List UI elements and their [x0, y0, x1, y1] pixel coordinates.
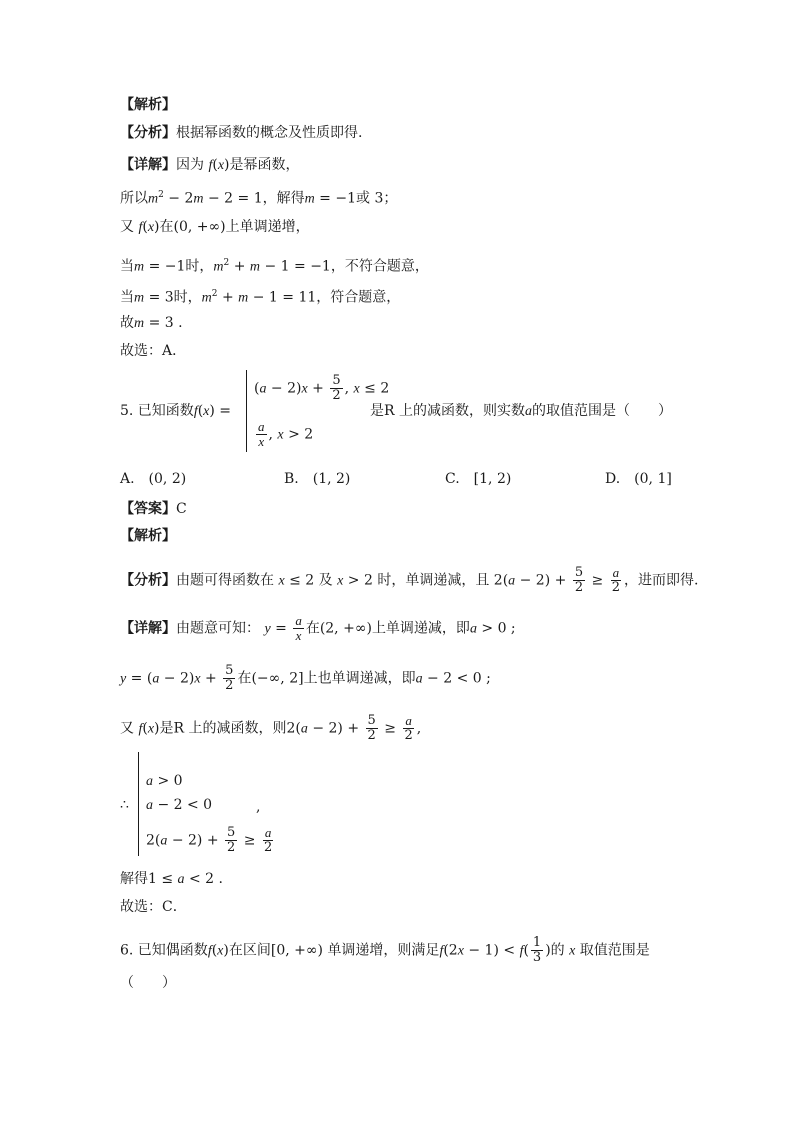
- system-row-1: a > 0: [146, 773, 183, 789]
- detail-line-6: 故m = 3 .: [120, 315, 183, 331]
- detail-line-5-2: y = (a − 2)x + $\frac{5}{2}$ 在(−∞, 2]上也单调递减，即a − 2 < 0 ;: [120, 663, 491, 693]
- q5-stem-b: 是R 上的减函数，则实数a的取值范围是（ ）: [370, 403, 672, 419]
- choose-line-5: 故选：C．: [120, 899, 187, 915]
- option-c: C. [1, 2): [445, 471, 512, 487]
- detail-line-5: 当m = 3时，$m^2 + m - 1 = 11$，符合题意，: [120, 289, 401, 306]
- choose-line-4: 故选：A．: [120, 343, 187, 359]
- detail-line-5-3: 又 f(x)是R 上的减函数，则2(a − 2) + $\frac{5}{2}$ ≥ $\frac{a}{2}$ ,: [120, 713, 422, 743]
- detail-line-4: 当m = −1时，$m^2 + m - 1 = -1$，不符合题意，: [120, 258, 429, 275]
- detail-line-3: 又 f(x)在(0, +∞)上单调递增，: [120, 219, 310, 235]
- piece-2: $\frac{a}{x}$ , x > 2: [258, 419, 314, 449]
- therefore-symbol: ∴: [120, 797, 129, 813]
- detail-line-1: 【详解】因为 f(x)是幂函数，: [120, 157, 300, 173]
- q5-stem-a: 5. 已知函数f(x) =: [120, 403, 232, 419]
- system-row-2: a − 2 < 0: [146, 797, 213, 813]
- q6-paren: （ ）: [120, 975, 176, 991]
- piece-1: (a − 2)x + $\frac{5}{2}$ , x ≤ 2: [254, 373, 390, 403]
- piecewise-brace: [246, 370, 247, 452]
- analysis-line-5: 【分析】由题可得函数在 x ≤ 2 及 x > 2 时，单调递减，且 2(a − 2) + $\frac{5}{2}$ ≥ $\frac{a}{2}$ ，进而即得.: [120, 565, 699, 595]
- system-brace: [138, 752, 139, 856]
- system-comma: ,: [256, 799, 261, 815]
- detail-line-2: 所以$m^2 - 2m - 2 = 1$，解得m = −1或 3；: [120, 190, 398, 207]
- jiexi-header: 【解析】: [120, 97, 176, 113]
- answer-line: 【答案】C: [120, 501, 187, 517]
- option-a: A. (0, 2): [120, 471, 187, 487]
- analysis-line: 【分析】根据幂函数的概念及性质即得.: [120, 125, 363, 141]
- option-b: B. (1, 2): [284, 471, 351, 487]
- detail-line-5-1: 【详解】由题意可知： y = $\frac{a}{x}$ 在(2, +∞)上单调递减，即a > 0 ;: [120, 613, 516, 643]
- jiexi-header-5: 【解析】: [120, 528, 176, 544]
- q6-stem: 6. 已知偶函数f(x)在区间[0, +∞) 单调递增，则满足f(2x − 1) < f( $\frac{1}{3}$ )的 x 取值范围是: [120, 935, 650, 965]
- system-row-3: 2(a − 2) + $\frac{5}{2}$ ≥ $\frac{a}{2}$: [146, 825, 273, 855]
- solution-line: 解得1 ≤ a < 2 .: [120, 871, 223, 887]
- option-d: D. (0, 1]: [605, 471, 672, 487]
